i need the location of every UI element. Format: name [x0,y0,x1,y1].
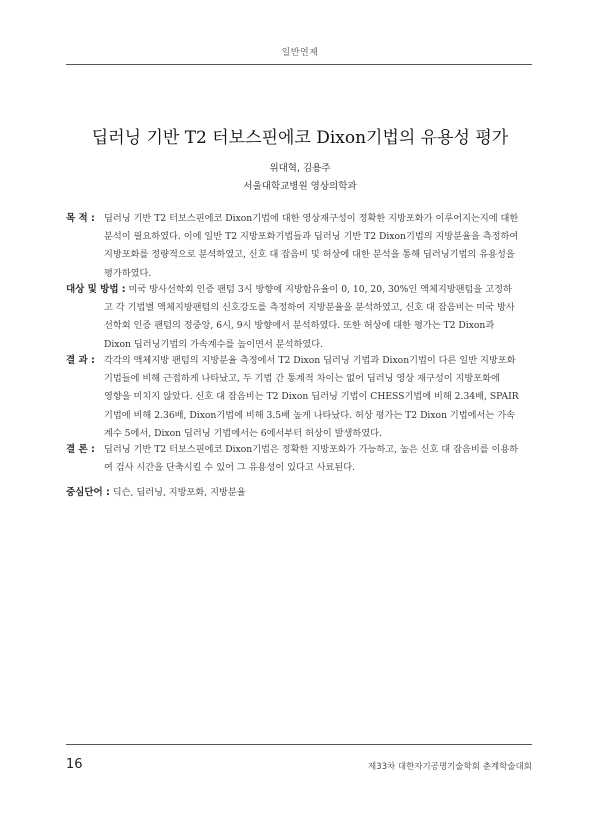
conclusion-label: 결 론 : [66,444,95,455]
section-tag: 일반연제 [281,48,319,58]
methods-line: 선학회 인증 팬텀의 정중앙, 6시, 9시 방향에서 분석하였다. 또한 허상에 대한 평가는 T2 Dixon과 [104,320,495,332]
journal-name: 제33차 대한자기공명기술학회 춘계학술대회 [367,762,532,772]
purpose-section [66,210,532,283]
purpose-line: 지방포화를 정량적으로 분석하였고, 신호 대 잡음비 및 허상에 대한 분석을 통해 딥러닝기법의 유용성을 [104,249,515,261]
methods-line: Dixon 딥러닝기법의 가속계수를 높이면서 분석하였다. [104,338,324,350]
results-text [104,352,532,443]
header-divider [66,64,532,65]
purpose-label: 목 적 : [66,213,95,224]
results-label: 결 과 : [66,355,95,366]
purpose-line: 분석이 필요하였다. 이에 일반 T2 지방포화기법들과 딥러닝 기반 T2 Dixon기법의 지방분율을 측정하여 [104,231,519,243]
keywords-text: 딕슨, 딥러닝, 지방포화, 지방분율 [112,487,246,498]
purpose-text [104,210,532,283]
results-line: 기법들에 비해 근접하게 나타났고, 두 기법 간 통계적 차이는 없어 딥러닝 영상 재구성이 지방포화에 [104,373,500,385]
keywords-label: 중심단어 : [66,487,110,498]
results-line: 각각의 액체지방 팬텀의 지방분율 측정에서 T2 Dixon 딥러닝 기법과 Dixon기법이 다른 일반 지방포화 [104,355,516,366]
conclusion-line: 여 검사 시간을 단축시킬 수 있어 그 유용성이 있다고 사료된다. [104,462,356,474]
conclusion-section [66,441,532,477]
purpose-line: 평가하였다. [104,267,152,279]
footer-divider [66,744,532,745]
methods-label: 대상 및 방법 : [66,284,126,295]
page-number: 16 [66,757,83,772]
affiliation: 서울대학교병원 영상의학과 [243,181,357,192]
methods-section [66,281,532,354]
methods-line: 고 각 기법별 액체지방팬텀의 신호강도를 측정하여 지방분율을 분석하였고, 신호 대 잡음비는 미국 방사 [104,302,515,314]
results-section [66,352,532,443]
methods-text [66,281,532,354]
conclusion-line: 딥러닝 기반 T2 터보스핀에코 Dixon기법은 정확한 지방포화가 가능하고, 높은 신호 대 잡음비를 이용하 [104,444,519,455]
authors: 위대혁, 김용주 [269,163,331,174]
results-line: 계수 5에서, Dixon 딥러닝 기법에서는 6에서부터 허상이 발생하였다. [104,427,382,439]
results-line: 기법에 비해 2.36배, Dixon기법에 비해 3.5배 높게 나타났다. 허상 평가는 T2 Dixon 기법에서는 가속 [104,409,515,421]
results-line: 영향을 미치지 않았다. 신호 대 잡음비는 T2 Dixon 딥러닝 기법이 CHESS기법에 비해 2.34배, SPAIR [104,391,519,403]
conclusion-text [104,441,532,477]
methods-line: 미국 방사선학회 인증 팬텀 3시 방향에 지방함유율이 0, 10, 20, 30%인 액체지방팬텀을 고정하 [128,284,512,295]
paper-title: 딥러닝 기반 T2 터보스핀에코 Dixon기법의 유용성 평가 [91,128,509,148]
purpose-line: 딥러닝 기반 T2 터보스핀에코 Dixon기법에 대한 영상재구성이 정확한 지방포화가 이루어지는지에 대한 [104,213,519,224]
keywords-section [66,484,532,502]
